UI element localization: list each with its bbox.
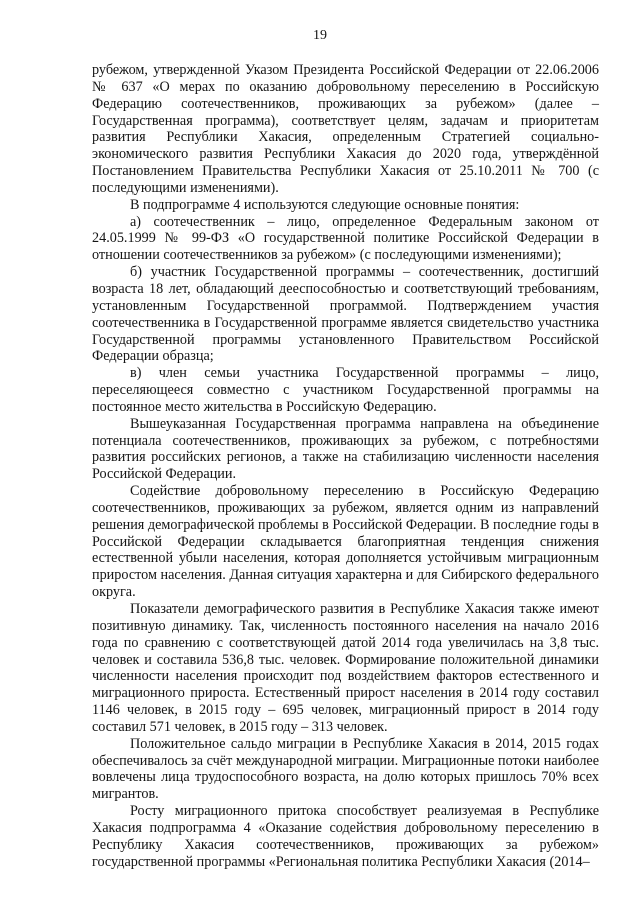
paragraph-6: Вышеуказанная Государственная программа направлена на объединение потенциала соотечественников, проживающих за рубежом, с потребностями развития российских регионов, а также на стабилизацию численности населения Российской Федерации. xyxy=(92,415,599,483)
paragraph-2: В подпрограмме 4 используются следующие основные понятия: xyxy=(130,196,520,213)
paragraph-5: в) член семьи участника Государственной программы – лицо, переселяющееся совместно с участником Государственной программы на постоянное место жительства в Российскую Федерацию. xyxy=(92,365,599,415)
paragraph-9: Положительное сальдо миграции в Республике Хакасия в 2014, 2015 годах обеспечивалось за счёт международной миграции. Миграционные потоки наиболее вовлечены лица трудоспособного возраста, на долю которых пришлось 70% всех мигрантов. xyxy=(92,735,599,803)
paragraph-4: б) участник Государственной программы – соотечественник, достигший возраста 18 лет, обладающий дееспособностью и соответствующий требованиям, установленным Государственной программой. Подтверждением участия соотечественника в Государственной программе является свидетельство участника Государственной программы установленного Правительством Российской Федерации образца; xyxy=(92,264,599,365)
paragraph-7: Содействие добровольному переселению в Российскую Федерацию соотечественников, проживающих за рубежом, является одним из направлений решения демографической проблемы в Российской Федерации. В последние годы в Российской Федерации складывается благоприятная тенденция снижения естественной убыли населения, которая дополняется устойчивым миграционным приростом населения. Данная ситуация характерна и для Сибирского федерального округа. xyxy=(92,483,599,601)
paragraph-1: рубежом, утвержденной Указом Президента Российской Федерации от 22.06.2006 № 637 «О мерах по оказанию добровольному переселению в Российскую Федерацию соотечественников, проживающих за рубежом» (далее – Государственная программа), соответствует целям, задачам и приоритетам развития Республики Хакасия, определенным Стратегией социально-экономического развития Республики Хакасия до 2020 года, утверждённой Постановлением Правительства Республики Хакасия от 25.10.2011 № 700 (с последующими изменениями). xyxy=(92,62,599,196)
page-number: 19 xyxy=(313,28,327,43)
document-body xyxy=(92,62,599,871)
paragraph-8: Показатели демографического развития в Республике Хакасия также имеют позитивную динамику. Так, численность постоянного населения на начало 2016 года по сравнению с соответствующей датой 2014 года увеличилась на 3,8 тыс. человек и составила 536,8 тыс. человек. Формирование положительной динамики численности населения происходит под воздействием факторов естественного и миграционного прироста. Естественный прирост населения в 2014 году составил 1146 человек, в 2015 году – 695 человек, миграционный прирост в 2014 году составил 571 человек, в 2015 году – 313 человек. xyxy=(92,601,599,735)
paragraph-10: Росту миграционного притока способствует реализуемая в Республике Хакасия подпрограмма 4 «Оказание содействия добровольному переселению в Республику Хакасия соотечественников, проживающих за рубежом» государственной программы «Региональная политика Республики Хакасия (2014– xyxy=(92,803,599,870)
paragraph-3: а) соотечественник – лицо, определенное Федеральным законом от 24.05.1999 № 99-ФЗ «О государственной политике Российской Федерации в отношении соотечественников за рубежом» (с последующими изменениями); xyxy=(92,213,599,264)
